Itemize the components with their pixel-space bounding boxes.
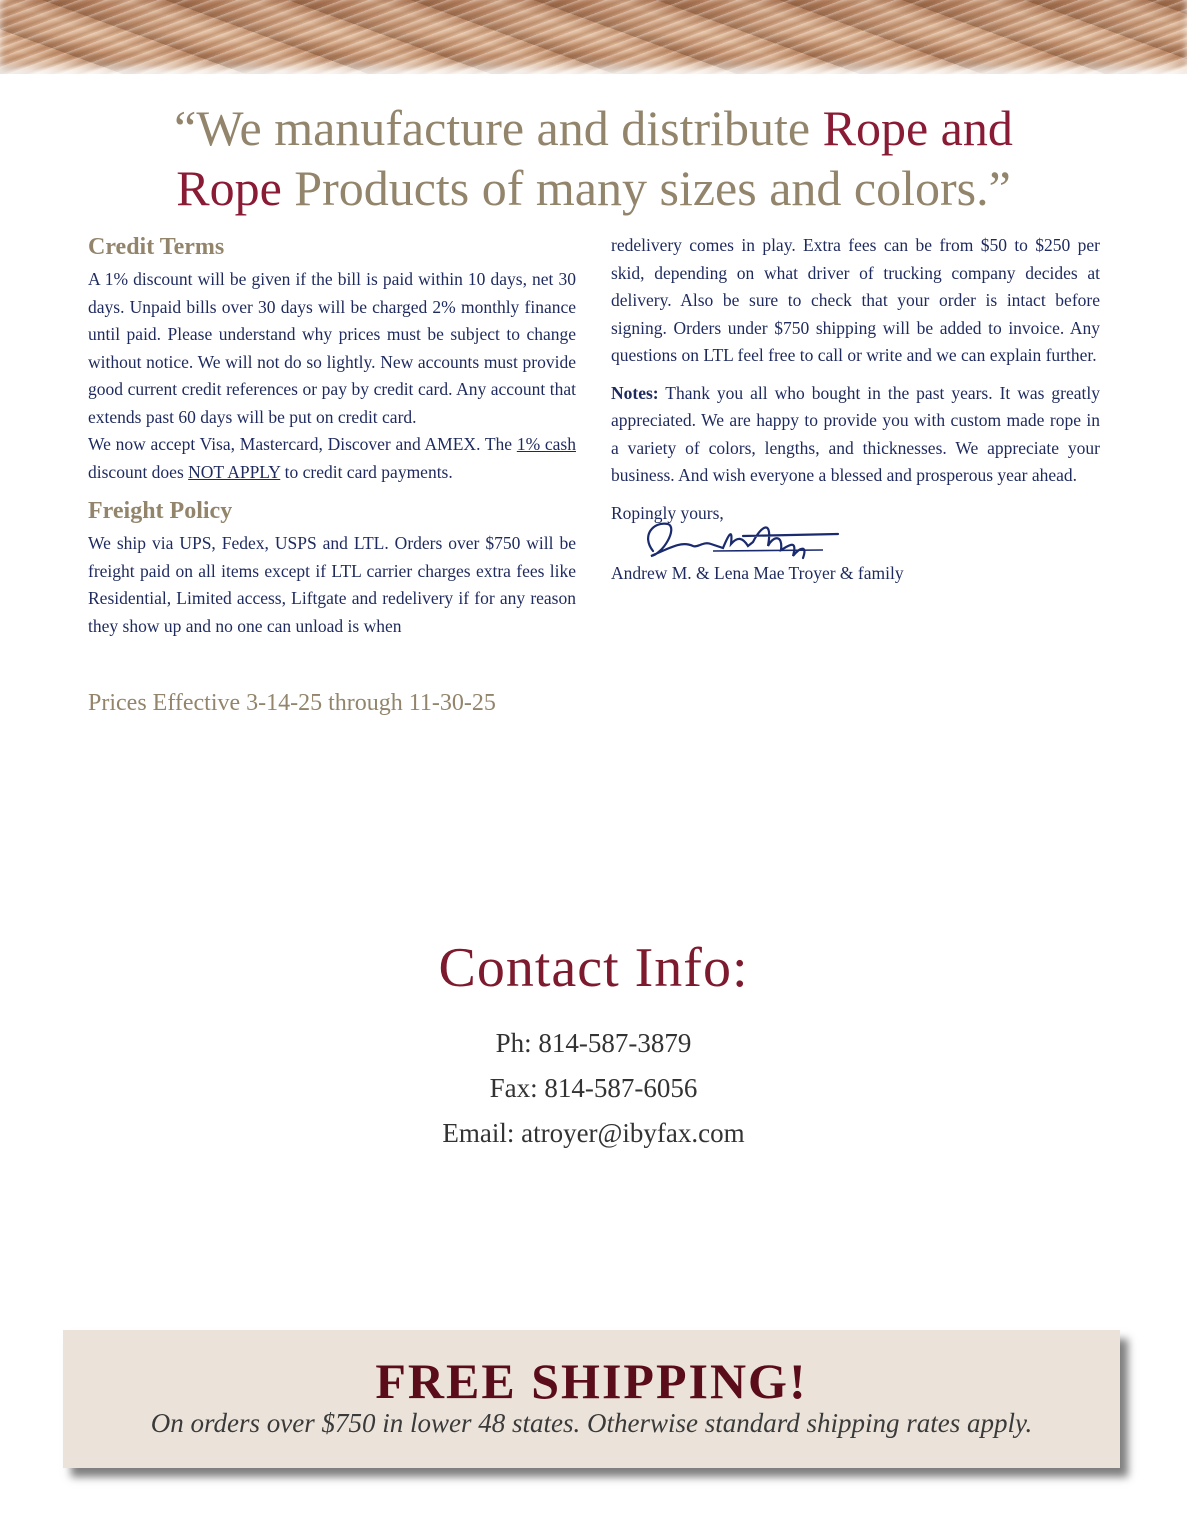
free-shipping-title: FREE SHIPPING! (375, 1353, 808, 1409)
freight-policy-heading: Freight Policy (88, 498, 233, 524)
quote-accent-1: Rope and (822, 100, 1013, 156)
rope-banner-image (0, 0, 1187, 74)
family-signature-name: Andrew M. & Lena Mae Troyer & family (611, 562, 904, 583)
signature-icon (623, 506, 843, 566)
contact-email[interactable]: Email: atroyer@ibyfax.com (442, 1118, 745, 1148)
headline-quote: “We manufacture and distribute Rope and Rope Products of many sizes and colors.” (174, 100, 1013, 216)
prices-effective: Prices Effective 3-14-25 through 11-30-25 (88, 690, 496, 716)
not-apply-underlined: NOT APPLY (188, 461, 281, 482)
left-column (88, 232, 576, 640)
closing-text: Ropingly yours, (611, 502, 724, 523)
contact-fax: Fax: 814-587-6056 (489, 1073, 698, 1103)
credit-card-note: We now accept Visa, Mastercard, Discover and AMEX. The 1% cash discount does NOT APPLY to credit card payments. (88, 434, 576, 482)
free-shipping-subtitle: On orders over $750 in lower 48 states. Otherwise standard shipping rates apply. (150, 1408, 1033, 1438)
notes-label: Notes: (611, 382, 659, 403)
contact-heading: Contact Info: (438, 937, 749, 999)
credit-terms-heading: Credit Terms (88, 234, 225, 260)
right-column (611, 232, 1100, 587)
free-shipping-banner (63, 1330, 1120, 1468)
closing-block (611, 500, 1100, 560)
contact-phone: Ph: 814-587-3879 (495, 1028, 692, 1058)
quote-accent-2: Rope (176, 160, 282, 216)
credit-terms-body: A 1% discount will be given if the bill is paid within 10 days, net 30 days. Unpaid bills over 30 days will be charged 2% monthly finance until paid. Please understand why prices must be subject to change without notice. We will not do so lightly. New accounts must provide good current credit references or pay by credit card. Any account that extends past 60 days will be put on credit card. (88, 269, 576, 427)
notes-paragraph: Notes: Thank you all who bought in the past years. It was greatly appreciated. We are happy to provide you with custom made rope in a variety of colors, lengths, and thicknesses. We appreciate your business. And wish everyone a blessed and prosperous year ahead. (611, 382, 1100, 485)
cash-discount-underlined: 1% cash (516, 434, 576, 454)
freight-policy-body: We ship via UPS, Fedex, USPS and LTL. Orders over $750 will be freight paid on all items except if LTL carrier charges extra fees like Residential, Limited access, Liftgate and redelivery if for any reason they show up and no one can unload is when (88, 533, 576, 636)
freight-policy-continued: redelivery comes in play. Extra fees can be from $50 to $250 per skid, depending on what driver of trucking company decides at delivery. Also be sure to check that your order is intact before signing. Orders under $750 shipping will be added to invoice. Any questions on LTL feel free to call or write and we can explain further. (611, 235, 1100, 365)
